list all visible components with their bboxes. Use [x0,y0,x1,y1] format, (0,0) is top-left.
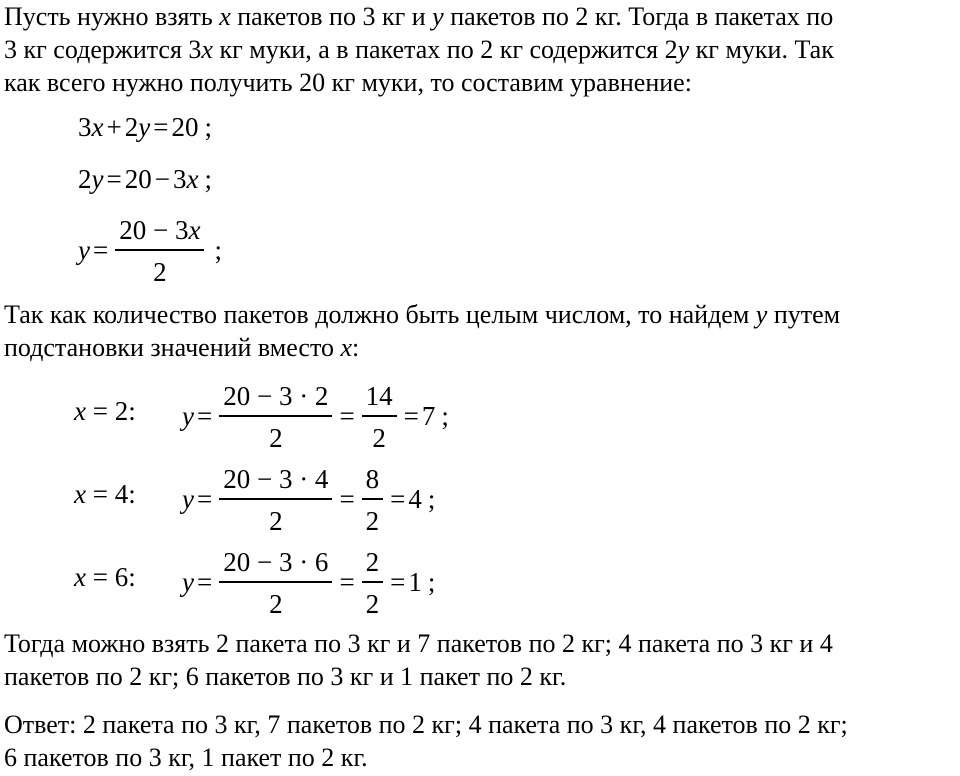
middle-line-2 [4,331,954,364]
text: подстановки значений вместо [4,333,341,362]
denominator: 2 [365,588,380,619]
numerator [115,216,204,249]
text: Так как количество пакетов должно быть целым числом, то найдем [4,300,756,329]
result: 7 [421,401,436,432]
equals-sign: = [153,112,169,142]
sub3-x-label [74,562,136,593]
answer-paragraph [4,708,954,774]
text: = 6: [85,562,136,592]
denominator: 2 [372,422,386,453]
coef: 3 [172,164,187,194]
minus-sign: − [154,164,170,194]
substitution-3 [182,548,435,618]
semicolon: ; [427,484,436,515]
var-x: x [74,396,86,426]
numerator: 20 − 3 · 4 [223,464,329,494]
fraction [115,216,204,286]
equals-sign: = [390,484,406,515]
equation-2 [78,164,212,195]
coef: 2 [78,164,92,194]
text: пакетов по 2 кг. Тогда в пакетах по [443,2,834,31]
substitution-2 [182,465,435,535]
equals-sign: = [196,401,213,432]
text: пакетов по 3 кг и [230,2,433,31]
answer-line-2: 6 пакетов по 3 кг, 1 пакет по 2 кг. [4,743,368,772]
var-x: x [74,562,86,592]
denominator: 2 [269,422,283,453]
plus-sign: + [106,112,122,142]
answer-line-1: Ответ: 2 пакета по 3 кг, 7 пакетов по 2 кг; 4 пакета по 3 кг, 4 пакетов по 2 кг; [4,710,848,739]
result: 4 [408,484,422,515]
conclusion-paragraph [4,627,954,693]
var-x: x [340,333,353,362]
var-y: y [755,300,768,329]
numerator: 20 − 3 · 6 [223,547,329,577]
equation-3 [78,216,222,286]
text: Пусть нужно взять [4,2,220,31]
sub2-x-label [74,479,136,510]
semicolon: ; [441,401,449,432]
constant: 20 [171,112,199,142]
fraction [362,465,384,535]
fraction [362,548,384,618]
coef: 3 [78,112,92,142]
var-y: y [677,35,690,64]
intro-paragraph [4,0,954,99]
constant: 20 [124,164,152,194]
text: = 2: [85,396,136,426]
var-y: y [432,2,444,31]
numerator: 2 [365,547,380,577]
coef: 2 [124,112,139,142]
equals-sign: = [92,235,109,266]
equals-sign: = [339,567,355,598]
text: кг муки, а в пакетах по 2 кг содержится 2 [212,35,678,64]
equals-sign: = [196,567,213,598]
fraction [219,465,332,535]
denominator: 2 [365,505,380,536]
fraction [362,382,397,452]
var-x: x [188,215,201,245]
intro-line-3: как всего нужно получить 20 кг муки, то составим уравнение: [4,68,692,97]
denominator: 2 [269,505,283,536]
semicolon: ; [204,164,212,194]
semicolon: ; [427,567,436,598]
middle-line-1 [4,298,954,331]
var-x: x [91,112,104,142]
denominator: 2 [269,588,283,619]
equals-sign: = [390,567,406,598]
var-x: x [219,2,231,31]
text: кг муки. Так [689,35,834,64]
equals-sign: = [339,484,355,515]
intro-line-2 [4,33,954,66]
fraction [219,382,332,452]
equals-sign: = [403,401,419,432]
numerator: 20 − 3 · 2 [223,381,329,411]
var-y: y [182,484,194,515]
text: путем [767,300,841,329]
substitution-1 [182,382,449,452]
result: 1 [408,567,422,598]
fraction [219,548,332,618]
numerator: 14 [365,381,393,411]
conclusion-line-1: Тогда можно взять 2 пакета по 3 кг и 7 пакетов по 2 кг; 4 пакета по 3 кг и 4 [4,629,833,658]
var-y: y [182,567,194,598]
var-y: y [138,112,151,142]
var-y: y [91,164,104,194]
text: : [352,333,360,362]
middle-paragraph [4,298,954,364]
text: 20 − 3 [119,215,189,245]
sub1-x-label [74,396,136,427]
var-y: y [182,401,194,432]
var-x: x [74,479,86,509]
intro-line-1 [4,0,954,33]
equation-1 [78,112,212,143]
text: 3 кг содержится 3 [4,35,202,64]
denominator: 2 [153,256,167,287]
var-x: x [201,35,213,64]
semicolon: ; [204,112,212,142]
equals-sign: = [106,164,122,194]
equals-sign: = [339,401,355,432]
var-x: x [186,164,199,194]
conclusion-line-2: пакетов по 2 кг; 6 пакетов по 3 кг и 1 пакет по 2 кг. [4,662,567,691]
numerator: 8 [365,464,380,494]
semicolon: ; [214,235,222,266]
text: = 4: [85,479,136,509]
var-y: y [78,235,90,266]
equals-sign: = [196,484,213,515]
